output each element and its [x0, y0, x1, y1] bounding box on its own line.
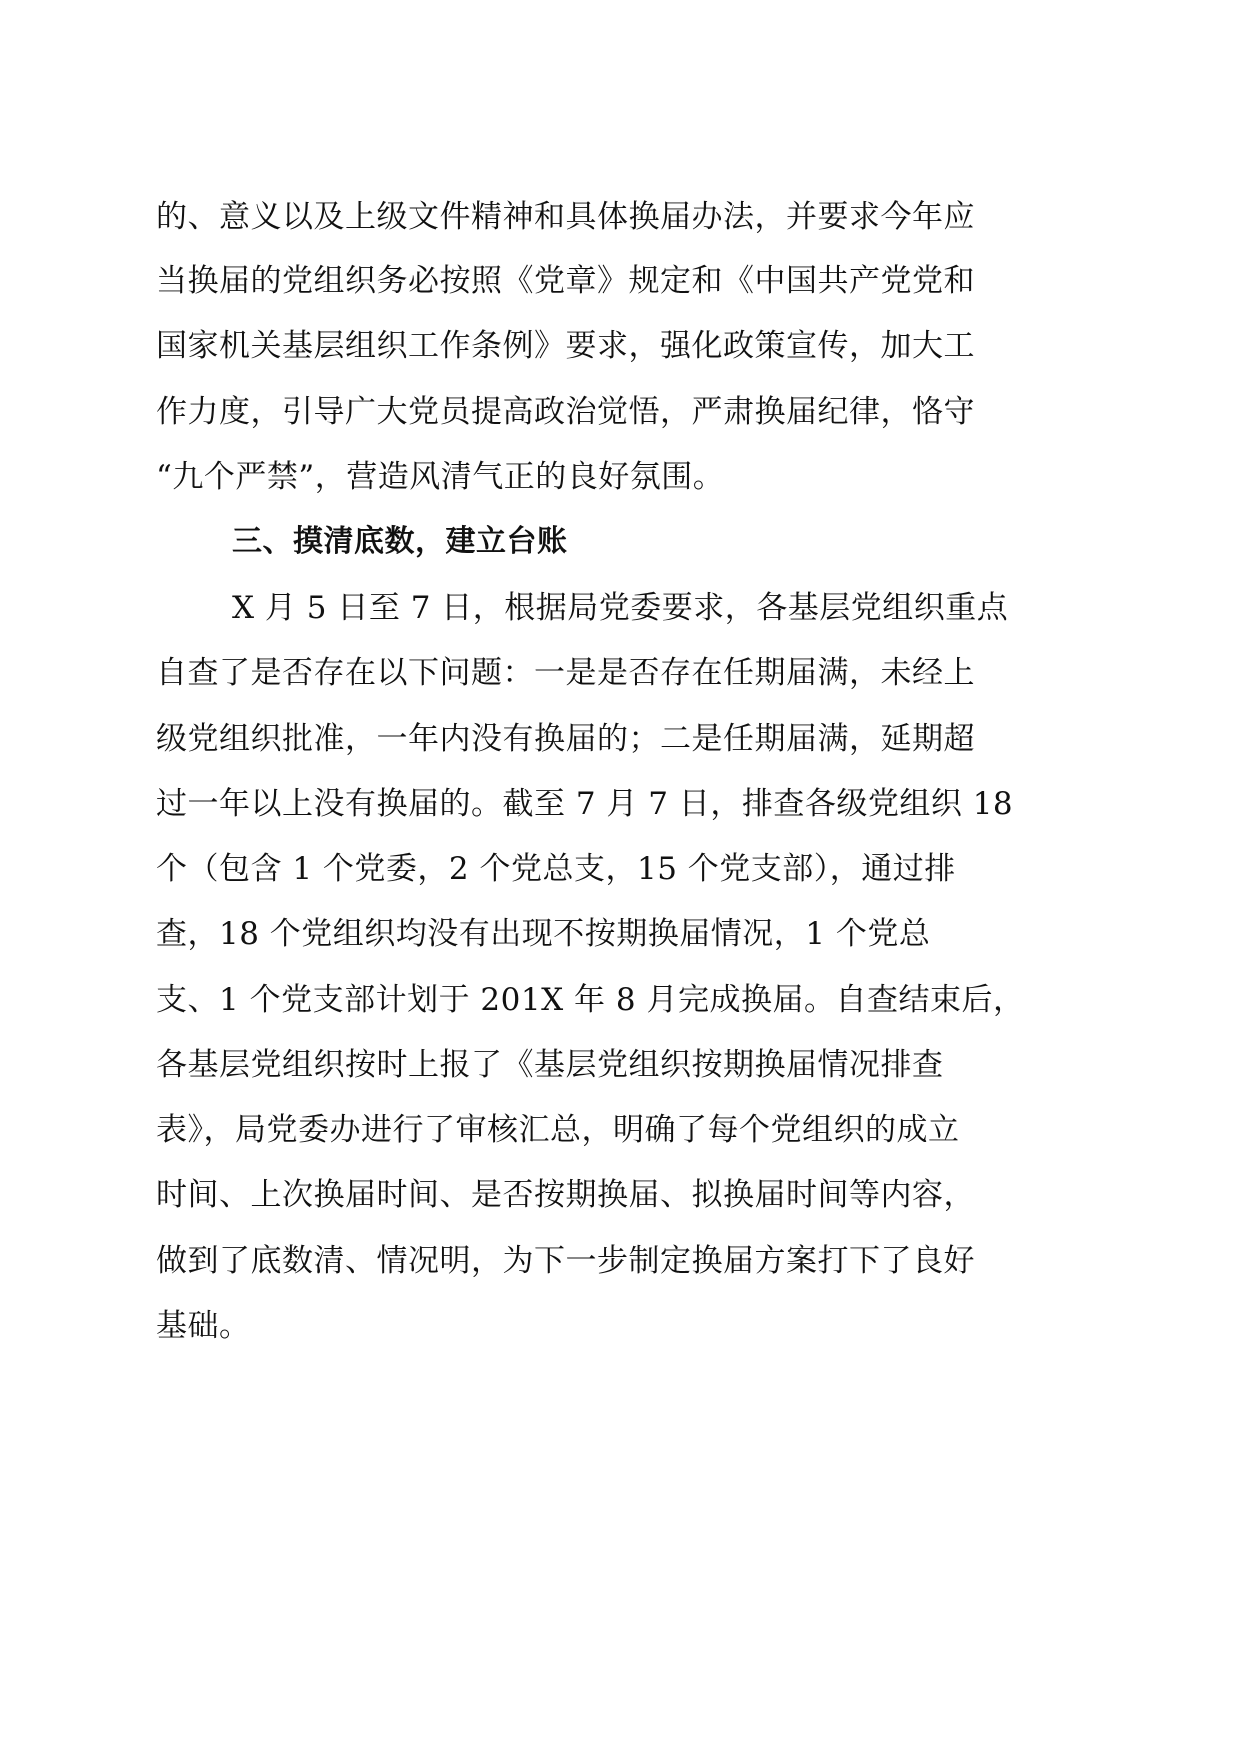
paragraph-line: 的、意义以及上级文件精神和具体换届办法，并要求今年应 [156, 199, 975, 235]
paragraph-line: 支、1 个党支部计划于 201X 年 8 月完成换届。自查结束后， [156, 982, 1025, 1018]
paragraph-line: X 月 5 日至 7 日，根据局党委要求，各基层党组织重点 [232, 590, 1009, 626]
paragraph-line: 当换届的党组织务必按照《党章》规定和《中国共产党党和 [156, 263, 975, 299]
paragraph-line: 自查了是否存在以下问题：一是是否存在任期届满，未经上 [156, 655, 975, 691]
paragraph-line: 基础。 [156, 1308, 251, 1344]
paragraph-line: 时间、上次换届时间、是否按期换届、拟换届时间等内容， [156, 1177, 975, 1213]
section-heading: 三、摸清底数，建立台账 [232, 524, 568, 559]
paragraph-line: 级党组织批准，一年内没有换届的；二是任期届满，延期超 [156, 721, 975, 757]
paragraph-line: 查，18 个党组织均没有出现不按期换届情况，1 个党总 [156, 916, 931, 952]
paragraph-line: 过一年以上没有换届的。截至 7 月 7 日，排查各级党组织 18 [156, 786, 1014, 822]
paragraph-line: 国家机关基层组织工作条例》要求，强化政策宣传，加大工 [156, 328, 975, 364]
paragraph-line: 表》，局党委办进行了审核汇总，明确了每个党组织的成立 [156, 1112, 960, 1148]
paragraph-line: 作力度，引导广大党员提高政治觉悟，严肃换届纪律，恪守 [156, 394, 975, 430]
paragraph-line: 做到了底数清、情况明，为下一步制定换届方案打下了良好 [156, 1243, 975, 1279]
paragraph-line: “九个严禁”，营造风清气正的良好氛围。 [156, 459, 725, 495]
paragraph-line: 各基层党组织按时上报了《基层党组织按期换届情况排查 [156, 1047, 944, 1083]
paragraph-line: 个（包含 1 个党委，2 个党总支，15 个党支部），通过排 [156, 851, 956, 887]
